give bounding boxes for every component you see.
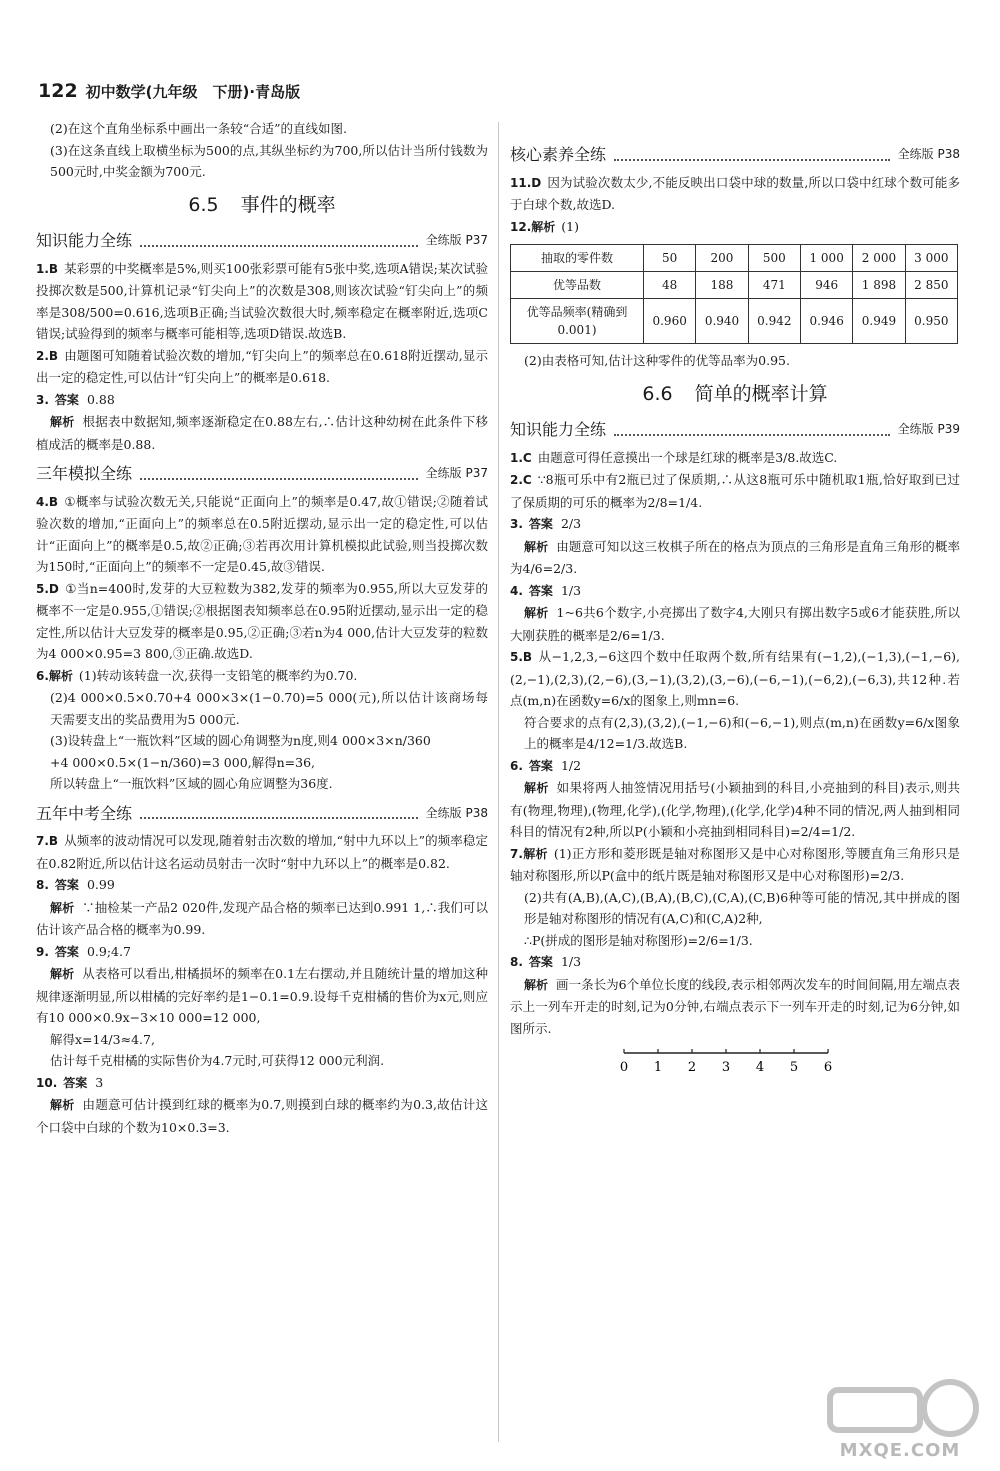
question-2: 2.C ∵8瓶可乐中有2瓶已过了保质期,∴从这8瓶可乐中随机取1瓶,恰好取到已过了保质期的可乐的概率为2/8=1/4.	[510, 472, 960, 510]
section-header: 五年中考全练 全练版 P38	[36, 803, 488, 823]
question-5: 5.D ①当n=400时,发芽的大豆粒数为382,发芽的频率为0.955,所以大豆发芽的概率不一定是0.955,①错误;②根据图表知频率总在0.95附近摆动,显示出一定的稳定性,所以估计大豆发芽的概率是0.95,②正确;③若n为4 000,估计大豆发芽的粒数为4 000×0.95=3 800,③正确.故选D.	[36, 580, 488, 661]
question-5: 5.B 从−1,2,3,−6这四个数中任取两个数,所有结果有(−1,2),(−1,3),(−1,−6),(2,−1),(2,3),(2,−6),(3,−1),(3,2),(3,−6),(−6,−1),(−6,2),(−6,3),共12种.若点(m,n)在函数y=6/x的图象上,则mn=6.	[510, 649, 960, 708]
number-line-label: 0	[619, 1060, 629, 1075]
question-7-part-2: (2)共有(A,B),(A,C),(B,A),(B,C),(C,A),(C,B)6种等可能的情况,其中拼成的图形是轴对称图形的情况有(A,C)和(C,A)2种,	[524, 889, 960, 926]
question-6-answer: 6. 答案 1/2	[510, 757, 582, 773]
number-line-label: 2	[687, 1060, 697, 1075]
number-line-label: 4	[755, 1060, 765, 1075]
number-line-label: 3	[721, 1060, 731, 1075]
intro-line-3: (3)在这条直线上取横坐标为500的点,其纵坐标约为700,所以估计当所付钱数为500元时,中奖金额为700元.	[50, 142, 488, 179]
table-cell: 48	[644, 272, 696, 299]
table-row-header: 优等品频率(精确到0.001)	[511, 299, 644, 344]
question-8-analysis: 解析 画一条长为6个单位长度的线段,表示相邻两次发车的时间间隔,用左端点表示上一列车开走的时刻,记为0分钟,右端点表示下一列车开走的时刻,记为6分钟,如图所示.	[510, 976, 960, 1036]
question-7-part-1: 7.解析 (1)正方形和菱形既是轴对称图形又是中心对称图形,等腰直角三角形只是轴对称图形,所以P(盒中的纸片既是轴对称图形又是中心对称图形)=2/3.	[510, 845, 960, 883]
question-9-analysis: 解析 从表格可以看出,柑橘损坏的频率在0.1左右摆动,并且随统计量的增加这种规律逐渐明显,所以柑橘的完好率约是1−0.1=0.9.设每千克柑橘的售价为x元,则应有10 000×0.9x−3×10 000=12 000,	[36, 966, 488, 1025]
right-column	[510, 136, 960, 1085]
number-line-label: 6	[823, 1060, 833, 1075]
chapter-title-6-5: 6.5 事件的概率	[188, 193, 336, 216]
question-7-conclusion: ∴P(拼成的图形是轴对称图形)=2/6=1/3.	[524, 932, 753, 948]
table-cell: 2 850	[905, 272, 957, 299]
page-number: 122	[38, 80, 78, 102]
table-cell: 0.946	[800, 299, 852, 344]
question-4-answer: 4. 答案 1/3	[510, 582, 582, 598]
table-cell: 1 898	[853, 272, 905, 299]
question-12-header: 12.解析 (1)	[510, 218, 579, 234]
question-1: 1.B 某彩票的中奖概率是5%,则买100张彩票可能有5张中奖,选项A错误;某次试验投掷次数是500,计算机记录“钉尖向上”的次数是308,则该次试验“钉尖向上”的频率是308/500=0.616,选项B正确;当试验次数很大时,频率稳定在概率附近,选项C错误;试验得到的频率与概率可能相等,选项D错误.故选B.	[36, 260, 488, 341]
question-12-part-2: (2)由表格可知,估计这种零件的优等品率为0.95.	[524, 353, 790, 368]
section-header: 知识能力全练 全练版 P37	[36, 231, 488, 250]
table-cell: 0.960	[644, 299, 696, 344]
table-row-header: 抽取的零件数	[511, 245, 644, 272]
question-3-answer: 3. 答案 2/3	[510, 516, 582, 531]
book-title: 初中数学(九年级 下册)·青岛版	[85, 83, 301, 101]
question-7: 7.B 从频率的波动情况可以发现,随着射击次数的增加,“射中九环以上”的频率稳定在0.82附近,所以估计这名运动员射击一次时“射中九环以上”的概率是0.82.	[36, 833, 488, 871]
number-line-label: 1	[653, 1060, 663, 1075]
question-1: 1.C 由题意可得任意摸出一个球是红球的概率是3/8.故选C.	[510, 449, 838, 465]
table-cell: 946	[800, 272, 852, 299]
question-5-conclusion: 符合要求的点有(2,3),(3,2),(−1,−6)和(−6,−1),则点(m,n)在函数y=6/x图象上的概率是4/12=1/3.故选B.	[524, 714, 960, 751]
question-6-conclusion: 所以转盘上“一瓶饮料”区域的圆心角应调整为36度.	[50, 776, 333, 791]
question-4-analysis: 解析 1~6共6个数字,小亮掷出了数字4,大刚只有掷出数字5或6才能获胜,所以大刚获胜的概率是2/6=1/3.	[510, 605, 960, 643]
frequency-table	[510, 244, 958, 344]
section-header: 核心素养全练 全练版 P38	[510, 145, 960, 164]
table-cell: 3 000	[905, 245, 957, 272]
question-3-analysis: 解析 由题意可知以这三枚棋子所在的格点为顶点的三角形是直角三角形的概率为4/6=2/3.	[510, 538, 960, 576]
number-line-figure	[510, 1045, 960, 1085]
table-cell: 500	[748, 245, 800, 272]
question-9-solve: 解得x=14/3≈4.7,	[50, 1031, 155, 1047]
question-2: 2.B 由题图可知随着试验次数的增加,“钉尖向上”的频率总在0.618附近摆动,显示出一定的稳定性,可以估计“钉尖向上”的概率是0.618.	[36, 347, 488, 385]
table-row	[511, 272, 958, 299]
question-3-answer: 3. 答案 0.88	[36, 391, 115, 407]
question-4: 4.B ①概率与试验次数无关,只能说“正面向上”的频率是0.47,故①错误;②随着试验次数的增加,“正面向上”的频率总在0.5附近摆动,显示出一定的稳定性,可以估计“正面向上”的概率是0.5,故②正确;③若再次用计算机模拟此试验,则当投掷次数为150时,“正面向上”的频率不一定是0.45,故③错误.	[36, 493, 488, 574]
table-cell: 200	[696, 245, 748, 272]
table-cell: 1 000	[800, 245, 852, 272]
question-3-analysis: 解析 根据表中数据知,频率逐渐稳定在0.88左右,∴估计这种幼树在此条件下移植成活的概率是0.88.	[36, 414, 488, 452]
section-header: 知识能力全练 全练版 P39	[510, 420, 960, 439]
chapter-title-6-6: 6.6 简单的概率计算	[642, 382, 828, 405]
question-6-part-3: (3)设转盘上“一瓶饮料”区域的圆心角调整为n度,则4 000×3×n/360	[50, 733, 431, 748]
table-cell: 0.949	[853, 299, 905, 344]
column-divider	[498, 122, 499, 1442]
left-column	[36, 118, 488, 1138]
watermark-text: MXQE.COM	[839, 1440, 961, 1461]
question-6-part-2: (2)4 000×0.5×0.70+4 000×3×(1−0.70)=5 000(元),所以估计该商场每天需要支出的奖品费用为5 000元.	[50, 690, 488, 727]
question-8-answer: 8. 答案 0.99	[36, 877, 115, 892]
question-6-part-1: 6.解析 (1)转动该转盘一次,获得一支铅笔的概率约为0.70.	[36, 667, 358, 683]
table-row	[511, 299, 958, 344]
table-cell: 2 000	[853, 245, 905, 272]
number-line-label: 5	[789, 1060, 799, 1075]
question-10-answer: 10. 答案 3	[36, 1074, 104, 1090]
question-9-conclusion: 估计每千克柑橘的实际售价为4.7元时,可获得12 000元利润.	[50, 1053, 385, 1068]
table-cell: 471	[748, 272, 800, 299]
table-row-header: 优等品数	[511, 272, 644, 299]
table-row	[511, 245, 958, 272]
page-header	[38, 80, 300, 102]
question-6-part-3-cont: +4 000×0.5×(1−n/360)=3 000,解得n=36,	[50, 754, 316, 770]
question-10-analysis: 解析 由题意可估计摸到红球的概率为0.7,则摸到白球的概率约为0.3,故估计这个口袋中白球的个数为10×0.3=3.	[36, 1097, 488, 1135]
question-9-answer: 9. 答案 0.9;4.7	[36, 943, 131, 959]
section-header: 三年模拟全练 全练版 P37	[36, 464, 488, 483]
table-cell: 50	[644, 245, 696, 272]
number-line	[610, 1045, 860, 1085]
table-cell: 0.950	[905, 299, 957, 344]
question-6-analysis: 解析 如果将两人抽签情况用括号(小颖抽到的科目,小亮抽到的科目)表示,则共有(物理,物理),(物理,化学),(化学,物理),(化学,化学)4种不同的情况,两人抽到相同科目的情况有2种,所以P(小颖和小亮抽到相同科目)=2/4=1/2.	[510, 780, 960, 839]
table-cell: 0.940	[696, 299, 748, 344]
intro-line-2: (2)在这个直角坐标系中画出一条较“合适”的直线如图.	[50, 121, 347, 136]
table-cell: 188	[696, 272, 748, 299]
table-cell: 0.942	[748, 299, 800, 344]
question-8-analysis: 解析 ∵抽检某一产品2 020件,发现产品合格的频率已达到0.991 1,∴我们可以估计该产品合格的概率为0.99.	[36, 899, 488, 937]
question-8-answer: 8. 答案 1/3	[510, 954, 582, 969]
question-11: 11.D 因为试验次数太少,不能反映出口袋中球的数量,所以口袋中红球个数可能多于白球个数,故选D.	[510, 174, 960, 212]
